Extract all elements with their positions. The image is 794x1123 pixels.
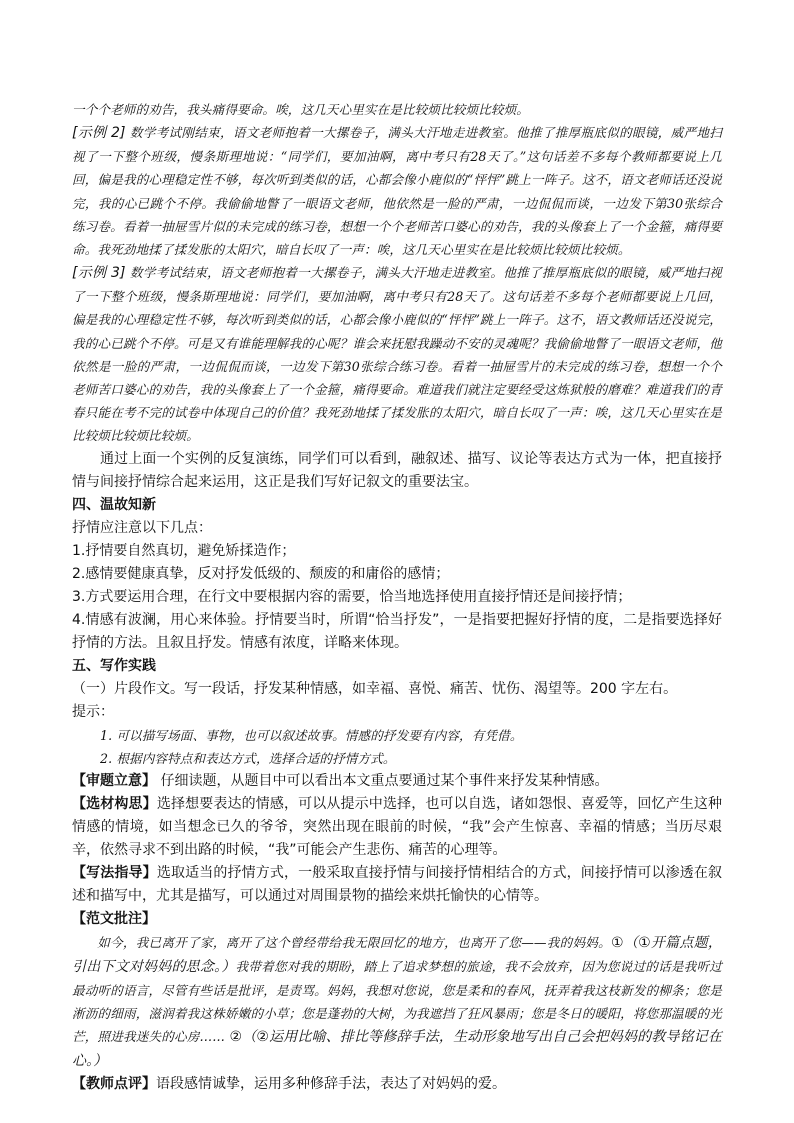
hint-item-2: 2. 根据内容特点和表达方式，选择合适的抒情方式。 [100, 750, 396, 766]
material-selection [72, 793, 722, 862]
writing-guidance-text: 选取适当的抒情方式，一般采取直接抒情与间接抒情相结合的方式，间接抒情可以渗透在叙述和描写中，尤其是描写，可以通过对周围景物的描绘来烘托愉快的心情等。 [72, 865, 723, 905]
example-2-text: 数学考试刚结束，语文老师抱着一大摞卷子，满头大汗地走进教室。他推了推厚瓶底似的眼镜，威严地扫视了一下整个班级，慢条斯理地说：“同学们，要加油啊，离中考只有28天了。”这句话差不多每个教师都要说上几回，偏是我的心理稳定性不够，每次听到类似的话，心都会像小鹿似的“怦怦”跳上一阵子。这不，语文老师话还没说完，我的心已跳个不停。我偷偷地瞥了一眼语文老师，他依然是一脸的严肃，一边侃侃而谈，一边发下第30张综合练习卷。看着一抽屉雪片似的未完成的练习卷，想想一个个老师苦口婆心的劝告，我的头像套上了一个金箍，痛得要命。我死劲地揉了揉发胀的太阳穴，暗自长叹了一声：唉，这几天心里实在是比较烦比较烦比较烦。 [72, 125, 722, 258]
summary-paragraph: 通过上面一个实例的反复演练，同学们可以看到，融叙述、描写、议论等表达方式为一体，把直接抒情与间接抒情综合起来运用，这正是我们写好记叙文的重要法宝。 [72, 450, 722, 490]
writing-guidance [72, 862, 722, 908]
note-item-4: 4.情感有波澜，用心来体验。抒情要当时，所谓“恰当抒发”，一是指要把握好抒情的度，二是指要选择好抒情的方法。且叙且抒发。情感有浓度，详略来体现。 [72, 611, 722, 651]
note-item-1: 1.抒情要自然真切，避免矫揉造作； [72, 542, 296, 559]
topic-analysis-text: 仔细读题，从题目中可以看出本文重点要通过某个事件来抒发某种情感。 [156, 773, 609, 790]
example-2 [72, 121, 722, 261]
topic-analysis [72, 770, 722, 793]
example-3-text: 数学考试结束，语文老师抱着一大摞卷子，满头大汗地走进教室。他推了推厚瓶底似的眼镜，威严地扫视了一下整个班级，慢条斯理地说：同学们，要加油啊，离中考只有28天了。这句话差不多每个老师都要说上几回，偏是我的心理稳定性不够，每次听到类似的话，心都会像小鹿似的“怦怦”跳上一阵子。这不，语文教师话还没说完，我的心已跳个不停。可是又有谁能理解我的心呢？谁会来抚慰我躁动不安的灵魂呢？我偷偷地瞥了一眼语文老师，他依然是一脸的严肃，一边侃侃而谈，一边发下第30张综合练习卷。看着一抽屉雪片的未完成的练习卷，想想一个个老师苦口婆心的劝告，我的头像套上了一个金箍，痛得要命。难道我们就注定要经受这炼狱般的磨难？难道我们的青春只能在考不完的试卷中体现自己的价值？我死劲地揉了揉发胀的太阳穴，暗自长叹了一声：唉，这几天心里实在是比较烦比较烦比较烦。 [72, 265, 722, 444]
note-item-2: 2.感情要健康真挚，反对抒发低级的、颓废的和庸俗的感情； [72, 565, 450, 582]
model-essay-part-2: 我带着您对我的期盼，踏上了追求梦想的旅途，我不会放弃，因为您说过的话是我听过最动听的语言，尽管有些话是批评，是责骂。妈妈，我想对您说，您是柔和的春风，抚弄着我这枝新发的柳条；您是淅沥的细雨，滋润着我这株娇嫩的小草；您是蓬勃的大树，为我遮挡了狂风暴雨；您是冬日的暖阳，将您那温暖的光芒，照进我迷失的心房…… [72, 959, 722, 1045]
example-3-label: [示例 3] [72, 265, 126, 282]
section-5-heading: 五、写作实践 [72, 657, 156, 674]
model-essay [72, 931, 722, 1073]
hint-label: 提示： [72, 703, 114, 720]
notes-intro: 抒情应注意以下几点： [72, 519, 212, 536]
hint-item-1: 1. 可以描写场面、事物，也可以叙述故事。情感的抒发要有内容，有凭借。 [100, 727, 523, 743]
teacher-comment-text: 语段感情诚挚，运用多种修辞手法，表达了对妈妈的爱。 [156, 1076, 506, 1093]
model-note-1: ①（①开篇点题，引出下文对妈妈的思念。） [72, 935, 723, 976]
topic-analysis-label: 【审题立意】 [72, 773, 156, 790]
material-selection-text: 选择想要表达的情感，可以从提示中选择，也可以自选，诸如怨恨、喜爱等，回忆产生这种情感的情境，如当想念已久的爷爷，突然出现在眼前的时候，“我”会产生惊喜、幸福的情感；当历尽艰辛，依然寻求不到出路的时候，“我”可能会产生悲伤、痛苦的心理等。 [72, 796, 723, 859]
model-annotation-heading [72, 908, 722, 931]
material-selection-label: 【选材构思】 [72, 796, 157, 813]
example-2-label: [示例 2] [72, 125, 126, 142]
writing-task: （一）片段作文。写一段话，抒发某种情感，如幸福、喜悦、痛苦、忧伤、渴望等。200 字左右。 [72, 680, 678, 697]
example-1-ending: 一个个老师的劝告，我头痛得要命。唉，这几天心里实在是比较烦比较烦比较烦。 [72, 102, 529, 117]
example-3 [72, 261, 722, 447]
model-note-2: ②（②运用比喻、排比等修辞手法，生动形象地写出自己会把妈妈的教导铭记在心。） [72, 1029, 722, 1070]
model-annotation-label: 【范文批注】 [72, 911, 156, 928]
teacher-comment [72, 1073, 722, 1096]
teacher-comment-label: 【教师点评】 [72, 1076, 156, 1093]
note-item-3: 3.方式要运用合理，在行文中要根据内容的需要，恰当地选择使用直接抒情还是间接抒情； [72, 588, 632, 605]
section-4-heading: 四、温故知新 [72, 496, 156, 513]
model-essay-part-1: 如今，我已离开了家，离开了这个曾经带给我无限回忆的地方，也离开了您——我的妈妈。 [97, 935, 612, 951]
writing-guidance-label: 【写法指导】 [72, 865, 157, 882]
